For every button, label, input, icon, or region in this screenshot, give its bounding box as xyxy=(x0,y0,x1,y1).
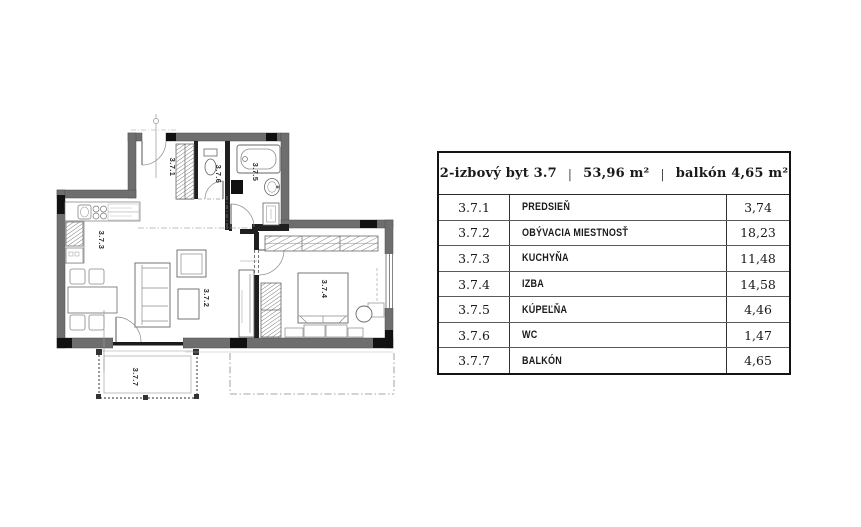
shaft-column xyxy=(231,180,243,194)
apartment-title: 2-izbový byt 3.7 xyxy=(439,166,557,181)
bedroom-wardrobe-left xyxy=(261,283,281,337)
room-area-cell: 1,47 xyxy=(726,323,789,348)
balcony xyxy=(96,349,199,400)
table-row xyxy=(439,347,789,373)
room-area-cell: 11,48 xyxy=(726,246,789,271)
table-row xyxy=(439,220,789,246)
room-name-text: OBÝVACIA MIESTNOSŤ xyxy=(522,226,629,239)
room-code-cell: 3.7.3 xyxy=(439,246,510,271)
room-code-cell: 3.7.6 xyxy=(439,323,510,348)
room-name-cell xyxy=(510,348,726,373)
header-divider: | xyxy=(567,166,573,181)
room-name-text: IZBA xyxy=(522,278,545,291)
kitchen-cabinet xyxy=(66,248,83,263)
table-row xyxy=(439,245,789,271)
room-code-cell: 3.7.2 xyxy=(439,221,510,246)
room-label-predsien: 3.7.1 xyxy=(168,157,177,177)
balcony-area: balkón 4,65 m² xyxy=(675,166,789,181)
room-name-cell xyxy=(510,246,726,271)
room-name-text: KÚPEĽŇA xyxy=(522,303,568,316)
area-table-body xyxy=(439,195,789,373)
partition-opening-dashes xyxy=(255,250,259,275)
room-name-cell xyxy=(510,297,726,322)
total-area: 53,96 m² xyxy=(583,166,650,181)
room-label-kupelna: 3.7.5 xyxy=(251,162,260,182)
wc-door xyxy=(205,181,223,199)
room-label-balkon: 3.7.7 xyxy=(131,367,140,387)
bathroom-sink xyxy=(265,179,280,196)
terrace-outline xyxy=(185,352,394,394)
room-name-cell xyxy=(510,323,726,348)
room-code-cell: 3.7.7 xyxy=(439,348,510,373)
room-area-cell: 4,46 xyxy=(726,297,789,322)
room-label-obyvacia: 3.7.2 xyxy=(202,288,211,308)
armchair xyxy=(177,250,206,277)
room-name-cell xyxy=(510,272,726,297)
room-name-text: WC xyxy=(522,329,538,342)
room-area-cell: 18,23 xyxy=(726,221,789,246)
room-name-cell xyxy=(510,195,726,220)
table-row xyxy=(439,296,789,322)
room-code-cell: 3.7.4 xyxy=(439,272,510,297)
bedroom-window xyxy=(377,254,394,308)
dining-set xyxy=(68,269,117,330)
coffee-table xyxy=(178,289,199,319)
bedroom-wardrobe-top xyxy=(265,236,378,251)
room-label-wc: 3.7.6 xyxy=(214,164,223,184)
floor-plan-area xyxy=(0,0,430,527)
washing-machine xyxy=(263,203,279,225)
header-divider: | xyxy=(660,166,665,181)
room-label-izba: 3.7.4 xyxy=(320,279,329,299)
room-code-cell: 3.7.1 xyxy=(439,195,510,220)
room-code-cell: 3.7.5 xyxy=(439,297,510,322)
fridge xyxy=(66,222,83,246)
room-name-text: BALKÓN xyxy=(522,354,563,367)
hall-wardrobe xyxy=(176,144,194,199)
room-name-text: PREDSIEŇ xyxy=(522,201,571,214)
table-row xyxy=(439,271,789,297)
bathroom-door xyxy=(231,204,254,227)
floor-plan xyxy=(0,0,430,527)
area-table xyxy=(437,151,791,375)
area-table-header xyxy=(439,153,789,195)
room-name-text: KUCHYŇA xyxy=(522,252,569,265)
room-name-cell xyxy=(510,221,726,246)
table-row xyxy=(439,322,789,348)
room-label-kuchyna: 3.7.3 xyxy=(97,230,106,250)
entrance-door xyxy=(142,141,166,165)
room-area-cell: 3,74 xyxy=(726,195,789,220)
tv-cabinet xyxy=(239,270,254,337)
bedroom-door xyxy=(259,250,284,275)
room-area-cell: 14,58 xyxy=(726,272,789,297)
table-row xyxy=(439,195,789,220)
bed-bench xyxy=(285,325,363,337)
room-area-cell: 4,65 xyxy=(726,348,789,373)
sofa xyxy=(135,263,170,327)
bedside-table xyxy=(356,306,372,322)
